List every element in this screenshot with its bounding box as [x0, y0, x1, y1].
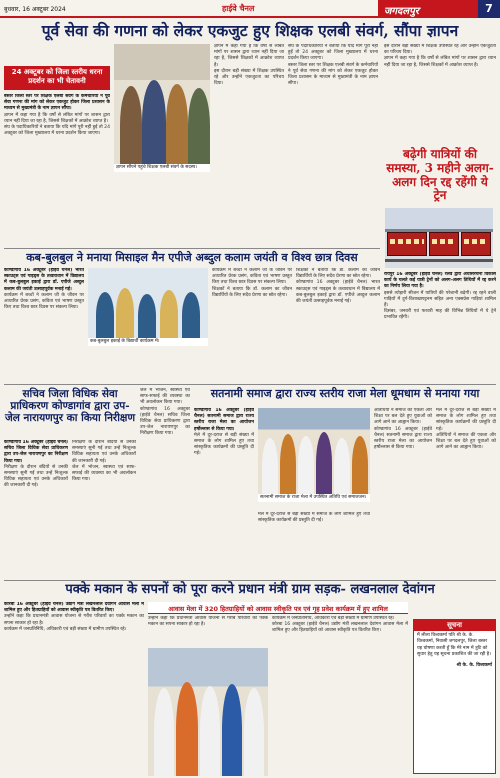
story5-para: कोण्डागांव 16 अक्टूबर (हाईवे चैनल) सतनामी समाज द्वारा राज्य स्तरीय राजा मेला का आयोजन हर्षोल्लास से किया गया। — [374, 426, 432, 451]
story2-para: शिक्षकों ने बताया कि डॉ. कलाम का जीवन विद्यार्थियों के लिए सदैव प्रेरणा का स्रोत रहेगा। — [212, 286, 292, 298]
story5-para: मेले में दूर-दराज से बड़ी संख्या में समाज के लोग शामिल हुए तथा सांस्कृतिक कार्यक्रमों की प्रस्तुति दी गई। — [258, 512, 370, 524]
story1-photo — [114, 44, 210, 164]
story1-para: संघ के पदाधिकारियों ने बताया कि यदि मांगें पूरी नहीं हुईं तो 24 अक्टूबर को जिला मुख्यालय में धरना प्रदर्शन किया जाएगा। — [4, 124, 110, 137]
story4-para: जेल में भोजन, स्वास्थ्य एवं साफ-सफाई की व्यवस्था का भी अवलोकन किया गया। — [140, 388, 190, 406]
divider — [4, 580, 496, 581]
story4-col1 — [4, 440, 68, 576]
story4-para: निरीक्षण के दौरान बंदियों से उनकी समस्याएं सुनी गईं तथा उन्हें निःशुल्क विधिक सहायता एवं उनके अधिकारों की जानकारी दी गई। — [72, 440, 136, 464]
story1-para: संघ के पदाधिकारियों ने बताया कि यदि मांगें पूरी नहीं हुईं तो 24 अक्टूबर को जिला मुख्यालय में धरना प्रदर्शन किया जाएगा। — [288, 44, 378, 62]
masthead — [0, 0, 500, 18]
story6-para: उन्होंने कहा कि प्रधानमंत्री आवास योजना से गरीब परिवारों का पक्के मकान का सपना साकार हो रहा है। — [148, 616, 268, 628]
story1-subhead: 24 अक्टूबर को जिला स्तरीय धरना प्रदर्शन का भी चेतावनी — [4, 66, 110, 90]
story6-intro — [148, 616, 268, 646]
story6-para: कोरबा 16 अक्टूबर (हाईवे चैनल) उद्योग मंत्री लखनलाल देवांगन आवास मेला में शामिल हुए और हितग्राहियों को आवास स्वीकृति पत्र वितरित किए। — [4, 602, 144, 614]
story4-para: निरीक्षण के दौरान बंदियों से उनकी समस्याएं सुनी गईं तथा उन्हें निःशुल्क विधिक सहायता एवं उनके अधिकारों की जानकारी दी गई। — [4, 464, 68, 489]
story2-col2 — [212, 268, 292, 380]
story1-para: ज्ञापन में कहा गया है कि वर्षों से लंबित मांगों पर शासन द्वारा ध्यान नहीं दिया जा रहा है, जिससे शिक्षकों में आक्रोश व्याप्त है। — [4, 112, 110, 124]
story3-para: दिसंबर, जनवरी एवं फरवरी माह की विभिन्न तिथियों में ये ट्रेनें प्रभावित रहेंगी। — [384, 309, 496, 321]
story3-para: इससे त्योहारी सीजन में यात्रियों की परेशानी बढ़ेगी। रद्द रहने वाली गाड़ियों में दुर्ग-विशाखापट्टनम सहित अन्य एक्सप्रेस गाड़ियां शामिल हैं। — [384, 290, 496, 308]
story4-headline: सचिव जिला विधिक सेवा प्राधिकरण कोण्डागांव द्वारा उप-जेल नारायणपुर का किया निरीक्षण — [4, 388, 136, 425]
masthead-date: बुधवार, 16 अक्टूबर 2024 — [4, 6, 66, 13]
story2-para: कार्यक्रम में बच्चों ने कलाम जी के जीवन पर आधारित प्रेरक प्रसंग, कविता एवं भाषण प्रस्तुत किए तथा विश्व छात्र दिवस पर संकल्प लिया। — [4, 292, 84, 311]
story2-caption: कब-बुलबुल इकाई के विद्यार्थी कार्यक्रम में। — [88, 338, 208, 346]
story5-col3 — [374, 408, 432, 578]
story1-col1 — [4, 94, 110, 246]
train-photo — [385, 208, 493, 268]
story3-body — [384, 272, 496, 380]
story1-para: बस्तर जिला स्तर पर शिक्षक एलबी संवर्ग के कर्मचारियों ने पूर्व सेवा गणना की मांग को लेकर एकजुट होकर जिला प्रशासन के माध्यम से मुख्यमंत्री के नाम ज्ञापन सौंपा। — [288, 62, 378, 87]
story2-col3 — [296, 268, 380, 380]
page-number: 7 — [478, 0, 500, 18]
story4-para: कोण्डागांव 16 अक्टूबर (हाईवे चैनल) सचिव जिला विधिक सेवा प्राधिकरण द्वारा उप-जेल नारायणपुर का निरीक्षण किया गया। — [4, 440, 68, 464]
story6-col1 — [4, 602, 144, 776]
notice-title: सूचना — [414, 620, 495, 631]
story1-para: इस दौरान बड़ी संख्या में शिक्षक उपस्थित रहे और उन्होंने एकजुटता का परिचय दिया। — [214, 68, 284, 87]
story5-headline: सतनामी समाज द्वारा राज्य स्तरीय राजा मेला धूमधाम से मनाया गया — [210, 387, 480, 400]
masthead-section: हाईवे चैनल — [222, 4, 255, 13]
story6-para: कोरबा 16 अक्टूबर (हाईवे चैनल) उद्योग मंत्री लखनलाल देवांगन आवास मेला में शामिल हुए और हितग्राहियों को आवास स्वीकृति पत्र वितरित किए। — [272, 622, 408, 634]
story5-col1 — [194, 408, 254, 578]
story1-headline: पूर्व सेवा की गणना को लेकर एकजुट हुए शिक्षक एलबी संवर्ग, सौंपा ज्ञापन — [41, 21, 459, 40]
story6-photo — [148, 648, 268, 776]
story2-para: शिक्षकों ने बताया कि डॉ. कलाम का जीवन विद्यार्थियों के लिए सदैव प्रेरणा का स्रोत रहेगा। — [296, 268, 380, 280]
story6-col3 — [272, 616, 408, 776]
divider — [4, 384, 496, 385]
notice-box — [413, 619, 496, 774]
story6-headline: पक्के मकान के सपनों को पूरा करने प्रधान मंत्री ग्राम सड़क- लखनलाल देवांगन — [65, 582, 435, 597]
story4-col3 — [140, 388, 190, 576]
story5-caption: सतनामी समाज के राजा मेला में उपस्थित अतिथि एवं समाजजन। — [258, 494, 370, 502]
story2-para: कोण्डागांव 16 अक्टूबर (हाईवे चैनल) भारत स्काउट्स एवं गाइड्स के तत्वावधान में विद्यालय में कब-बुलबुल इकाई द्वारा डॉ. एपीजे अब्दुल कलाम की जयंती उत्साहपूर्वक मनाई गई। — [296, 280, 380, 304]
story5-photo — [258, 408, 370, 494]
story2-para: कोण्डागांव 16 अक्टूबर (हाईवे चैनल) भारत स्काउट्स एवं गाइड्स के तत्वावधान में विद्यालय में कब-बुलबुल इकाई द्वारा डॉ. एपीजे अब्दुल कलाम की जयंती उत्साहपूर्वक मनाई गई। — [4, 268, 84, 292]
notice-body: मैं लीला विश्वकर्मा पति श्री के. के. विश्वकर्मा, निवासी जगदलपुर, जिला बस्तर यह घोषणा करती हूँ कि मेरे नाम में त्रुटि को सुधार हेतु यह सूचना प्रकाशित की जा रही है। — [417, 633, 491, 658]
story5-para: अतिथियों ने समाज की एकता और शिक्षा पर बल देते हुए युवाओं को आगे आने का आह्वान किया। — [436, 432, 496, 451]
story4-para: कोण्डागांव 16 अक्टूबर (हाईवे चैनल) सचिव जिला विधिक सेवा प्राधिकरण द्वारा उप-जेल नारायणपुर का निरीक्षण किया गया। — [140, 406, 190, 437]
story4-col2 — [72, 440, 136, 576]
story2-col1 — [4, 268, 84, 380]
story3-para: रायपुर 16 अक्टूबर (हाईवे चैनल) रेलवे द्वारा अधोसंरचना विकास कार्य के चलते कई यात्री ट्रेनों को अलग-अलग तिथियों में रद्द करने का निर्णय लिया गया है। — [384, 272, 496, 290]
story1-para: बस्तर जिला स्तर पर शिक्षक एलबी संवर्ग के कर्मचारियों ने पूर्व सेवा गणना की मांग को लेकर एकजुट होकर जिला प्रशासन के माध्यम से मुख्यमंत्री के नाम ज्ञापन सौंपा। — [4, 94, 110, 112]
story5-para: मेले में दूर-दराज से बड़ी संख्या में समाज के लोग शामिल हुए तथा सांस्कृतिक कार्यक्रमों की प्रस्तुति दी गई। — [436, 408, 496, 432]
story1-para: ज्ञापन में कहा गया है कि वर्षों से लंबित मांगों पर शासन द्वारा ध्यान नहीं दिया जा रहा है, जिससे शिक्षकों में आक्रोश व्याप्त है। — [214, 44, 284, 68]
story1-col3 — [288, 44, 378, 244]
masthead-brand: जगदलपुर — [378, 0, 478, 18]
story1-para: इस दौरान बड़ी संख्या में शिक्षक उपस्थित रहे और उन्होंने एकजुटता का परिचय दिया। — [384, 44, 496, 56]
story1-caption: ज्ञापन सौंपने पहुंचे शिक्षक एलबी संवर्ग के सदस्य। — [114, 164, 210, 172]
story2-headline: कब-बुलबुल ने मनाया मिसाइल मैन एपीजे अब्दुल कलाम जयंती व विश्व छात्र दिवस — [26, 251, 358, 264]
story4-para: जेल में भोजन, स्वास्थ्य एवं साफ-सफाई की व्यवस्था का भी अवलोकन किया गया। — [72, 464, 136, 483]
story1-col2 — [214, 44, 284, 244]
story5-col4 — [436, 408, 496, 578]
story5-para: अतिथियों ने समाज की एकता और शिक्षा पर बल देते हुए युवाओं को आगे आने का आह्वान किया। — [374, 408, 432, 426]
story6-para: कार्यक्रम में जनप्रतिनिधि, अधिकारी एवं बड़ी संख्या में ग्रामीण उपस्थित रहे। — [272, 616, 395, 621]
story2-photo — [88, 268, 208, 338]
story5-para: कोण्डागांव 16 अक्टूबर (हाईवे चैनल) सतनामी समाज द्वारा राज्य स्तरीय राजा मेला का आयोजन हर्षोल्लास से किया गया। — [194, 408, 254, 432]
story5-para: मेले में दूर-दराज से बड़ी संख्या में समाज के लोग शामिल हुए तथा सांस्कृतिक कार्यक्रमों की प्रस्तुति दी गई। — [194, 432, 254, 457]
story1-para: ज्ञापन में कहा गया है कि वर्षों से लंबित मांगों पर शासन द्वारा ध्यान नहीं दिया जा रहा है, जिससे शिक्षकों में आक्रोश व्याप्त है। — [384, 56, 496, 68]
notice-signature: श्री के. के. विश्वकर्मा — [456, 662, 492, 668]
story1-col4 — [384, 44, 496, 144]
story6-para: कार्यक्रम में जनप्रतिनिधि, अधिकारी एवं बड़ी संख्या में ग्रामीण उपस्थित रहे। — [4, 626, 127, 632]
divider — [4, 248, 380, 249]
story5-col2 — [258, 512, 370, 578]
story2-para: कार्यक्रम में बच्चों ने कलाम जी के जीवन पर आधारित प्रेरक प्रसंग, कविता एवं भाषण प्रस्तुत किए तथा विश्व छात्र दिवस पर संकल्प लिया। — [212, 268, 292, 286]
story3-headline: बढ़ेगी यात्रियों की समस्या, 3 महीने अलग-अलग दिन रद्द रहेंगी ये ट्रेन — [386, 147, 494, 203]
story6-banner: आवास मेला में 320 हितग्राहियों को आवास स्वीकृति पत्र एवं गृह प्रवेश कार्यक्रम में हुए शामिल — [148, 602, 408, 614]
story6-para: उन्होंने कहा कि प्रधानमंत्री आवास योजना से गरीब परिवारों का पक्के मकान का सपना साकार हो रहा है। — [4, 614, 144, 626]
